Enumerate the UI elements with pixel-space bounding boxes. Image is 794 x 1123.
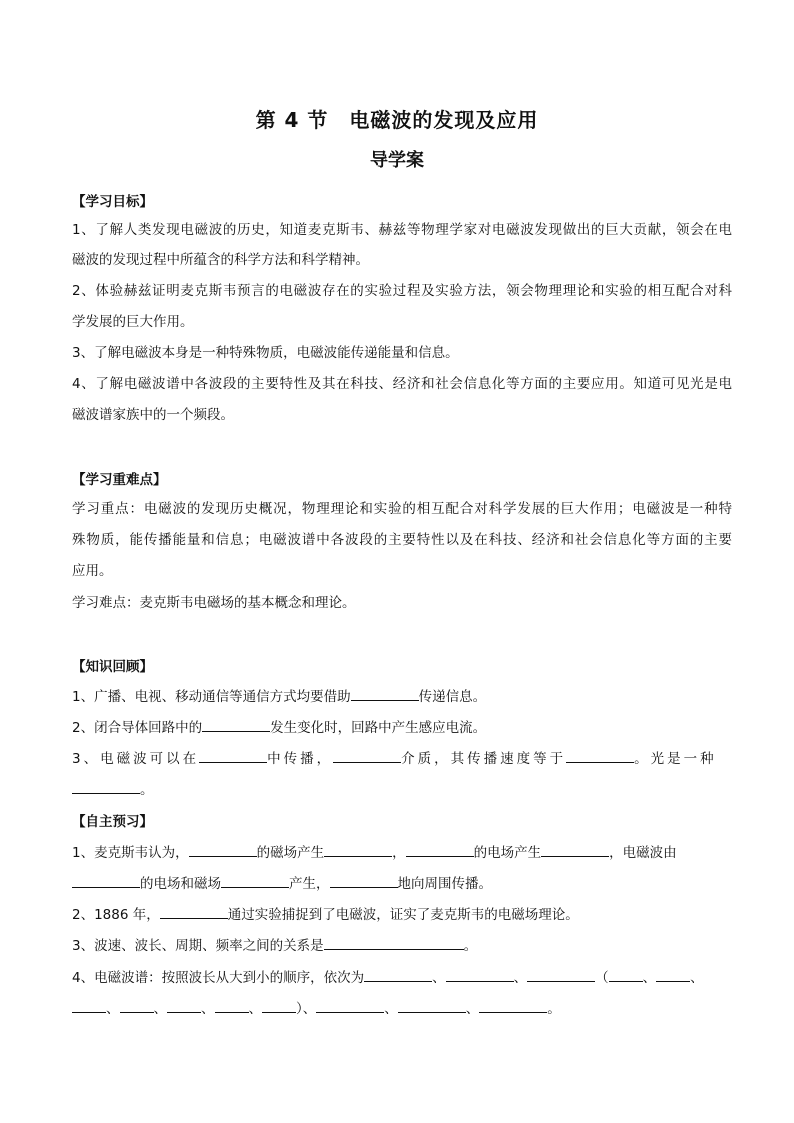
answer-blank[interactable] <box>324 937 464 950</box>
preview-question-2: 2、1886 年， 通过实验捕捉到了电磁波，证实了麦克斯韦的电磁场理论。 <box>72 907 579 923</box>
answer-blank[interactable] <box>215 1000 249 1013</box>
answer-blank[interactable] <box>656 969 690 982</box>
answer-blank[interactable] <box>199 750 267 763</box>
answer-blank[interactable] <box>541 844 609 857</box>
answer-blank[interactable] <box>324 844 392 857</box>
review-question-3: 3、电磁波可以在 中传播， 介质，其传播速度等于 。光是一种 <box>72 751 717 767</box>
page-subtitle: 导学案 <box>370 150 424 171</box>
answer-blank[interactable] <box>262 1000 296 1013</box>
preview-question-1: 1、麦克斯韦认为， 的磁场产生 ， 的电场产生 ，电磁波由 <box>72 845 677 861</box>
section-heading-goals: 【学习目标】 <box>72 194 153 210</box>
answer-blank[interactable] <box>406 844 474 857</box>
keypoints-line: 殊物质，能传播能量和信息；电磁波谱中各波段的主要特性以及在科技、经济和社会信息化等方面的主要 <box>72 532 732 548</box>
keypoints-line: 学习重点：电磁波的发现历史概况，物理理论和实验的相互配合对科学发展的巨大作用；电磁波是一种特 <box>72 501 732 517</box>
preview-question-1-cont: 的电场和磁场 产生， 地向周围传播。 <box>72 872 732 892</box>
answer-blank[interactable] <box>330 875 398 888</box>
answer-blank[interactable] <box>72 1000 106 1013</box>
answer-blank[interactable] <box>120 1000 154 1013</box>
answer-blank[interactable] <box>167 1000 201 1013</box>
review-question-1: 1、广播、电视、移动通信等通信方式均要借助 传递信息。 <box>72 689 487 705</box>
answer-blank[interactable] <box>527 969 595 982</box>
answer-blank[interactable] <box>479 1000 547 1013</box>
answer-blank[interactable] <box>160 906 228 919</box>
section-heading-preview: 【自主预习】 <box>72 814 153 830</box>
goals-line: 3、了解电磁波本身是一种特殊物质，电磁波能传递能量和信息。 <box>72 345 459 361</box>
review-question-3-cont: 。 <box>72 778 732 798</box>
preview-question-4: 4、电磁波谱：按照波长从大到小的顺序，依次为 、 、 （ 、 、 <box>72 970 704 986</box>
keypoints-line: 应用。 <box>72 563 113 579</box>
answer-blank[interactable] <box>316 1000 384 1013</box>
answer-blank[interactable] <box>364 969 432 982</box>
answer-blank[interactable] <box>333 750 401 763</box>
answer-blank[interactable] <box>202 719 270 732</box>
answer-blank[interactable] <box>189 844 257 857</box>
goals-line: 磁波的发现过程中所蕴含的科学方法和科学精神。 <box>72 252 369 268</box>
goals-line: 1、了解人类发现电磁波的历史，知道麦克斯韦、赫兹等物理学家对电磁波发现做出的巨大贡献，领会在电 <box>72 222 732 238</box>
goals-line: 学发展的巨大作用。 <box>72 314 194 330</box>
answer-blank[interactable] <box>566 750 634 763</box>
answer-blank[interactable] <box>398 1000 466 1013</box>
preview-question-3: 3、波速、波长、周期、频率之间的关系是 。 <box>72 938 478 954</box>
answer-blank[interactable] <box>72 875 140 888</box>
answer-blank[interactable] <box>221 875 289 888</box>
review-question-2: 2、闭合导体回路中的 发生变化时，回路中产生感应电流。 <box>72 720 487 736</box>
goals-line: 磁波谱家族中的一个频段。 <box>72 407 234 423</box>
answer-blank[interactable] <box>446 969 514 982</box>
answer-blank[interactable] <box>609 969 643 982</box>
goals-line: 4、了解电磁波谱中各波段的主要特性及其在科技、经济和社会信息化等方面的主要应用。知道可见光是电 <box>72 376 732 392</box>
keypoints-line: 学习难点：麦克斯韦电磁场的基本概念和理论。 <box>72 595 356 611</box>
preview-question-4-cont: 、 、 、 、 ）、 、 、 。 <box>72 997 732 1017</box>
section-heading-keypoints: 【学习重难点】 <box>72 472 167 488</box>
answer-blank[interactable] <box>72 781 140 794</box>
page-title: 第 4 节 电磁波的发现及应用 <box>255 108 539 132</box>
goals-line: 2、体验赫兹证明麦克斯韦预言的电磁波存在的实验过程及实验方法，领会物理理论和实验的相互配合对科 <box>72 283 732 299</box>
section-heading-review: 【知识回顾】 <box>72 659 153 675</box>
answer-blank[interactable] <box>351 688 419 701</box>
